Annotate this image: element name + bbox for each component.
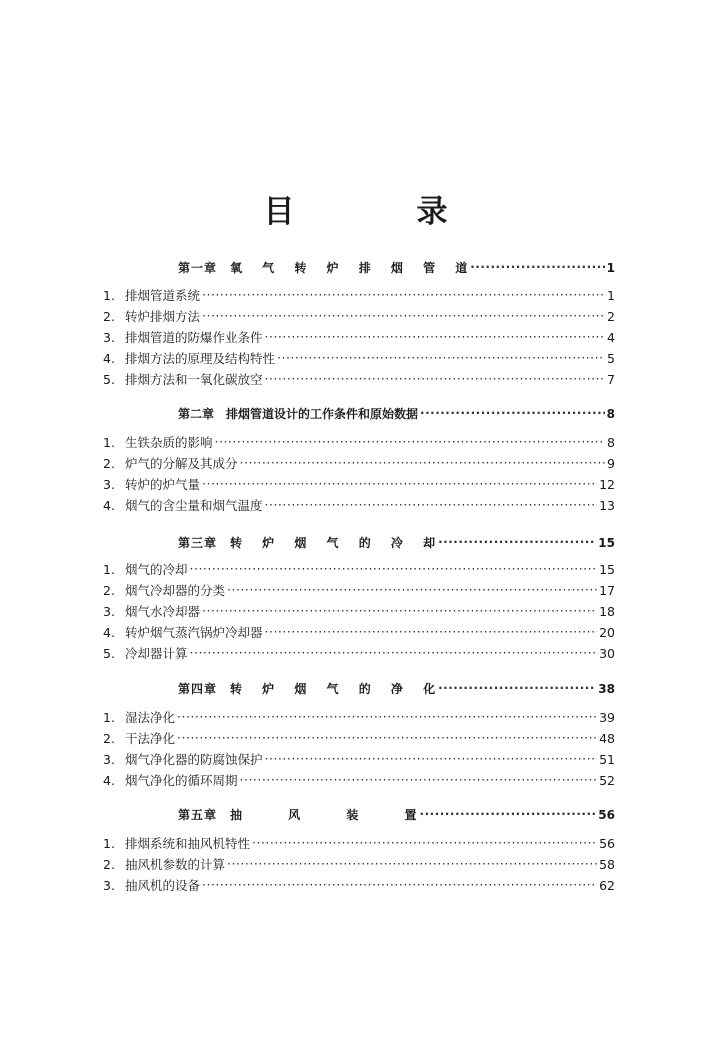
leader-dots bbox=[277, 351, 605, 366]
toc-item-number: 3. bbox=[103, 878, 115, 893]
toc-item[interactable] bbox=[103, 562, 615, 578]
toc-item-title: 排烟方法和一氧化碳放空 bbox=[125, 372, 263, 387]
leader-dots bbox=[438, 535, 596, 550]
toc-item-title: 烟气水冷却器 bbox=[125, 604, 201, 619]
toc-page-number: 18 bbox=[599, 604, 615, 619]
leader-dots bbox=[202, 288, 605, 303]
leader-dots bbox=[265, 330, 606, 345]
toc-item-title: 抽风机参数的计算 bbox=[125, 857, 226, 872]
toc-page-number: 30 bbox=[599, 646, 615, 661]
leader-dots bbox=[190, 562, 598, 577]
toc-item-number: 2. bbox=[103, 456, 115, 471]
toc-item[interactable] bbox=[103, 710, 615, 726]
leader-dots bbox=[438, 681, 596, 696]
leader-dots bbox=[420, 406, 605, 421]
leader-dots bbox=[227, 583, 597, 598]
toc-item-title: 炉气的分解及其成分 bbox=[125, 456, 238, 471]
toc-page-number: 13 bbox=[599, 498, 615, 513]
toc-item-title: 干法净化 bbox=[125, 731, 176, 746]
toc-item-title: 排烟方法的原理及结构特性 bbox=[125, 351, 276, 366]
toc-chapter-title: 第四章 转 炉 烟 气 的 净 化 bbox=[178, 682, 437, 696]
toc-page-number: 52 bbox=[599, 773, 615, 788]
toc-item[interactable] bbox=[103, 372, 615, 388]
toc-item[interactable] bbox=[103, 625, 615, 641]
toc-chapter-5[interactable] bbox=[178, 807, 615, 823]
toc-item-title: 排烟管道的防爆作业条件 bbox=[125, 330, 263, 345]
leader-dots bbox=[177, 731, 597, 746]
toc-page-number: 58 bbox=[599, 857, 615, 872]
leader-dots bbox=[202, 309, 605, 324]
toc-item[interactable] bbox=[103, 752, 615, 768]
toc-page-number: 17 bbox=[599, 583, 615, 598]
toc-page-number: 7 bbox=[607, 372, 615, 387]
toc-item-number: 4. bbox=[103, 625, 115, 640]
toc-item[interactable] bbox=[103, 878, 615, 894]
leader-dots bbox=[177, 710, 597, 725]
toc-item-title: 转炉烟气蒸汽锅炉冷却器 bbox=[125, 625, 263, 640]
toc-page-number: 15 bbox=[599, 562, 615, 577]
toc-page-number: 56 bbox=[598, 808, 615, 822]
toc-chapter-title: 第五章 抽 风 装 置 bbox=[178, 808, 418, 822]
toc-page-number: 51 bbox=[599, 752, 615, 767]
toc-item[interactable] bbox=[103, 477, 615, 493]
toc-item[interactable] bbox=[103, 857, 615, 873]
leader-dots bbox=[202, 604, 597, 619]
toc-item[interactable] bbox=[103, 330, 615, 346]
toc-item-title: 冷却器计算 bbox=[125, 646, 188, 661]
toc-item-title: 烟气的冷却 bbox=[125, 562, 188, 577]
toc-item-number: 3. bbox=[103, 330, 115, 345]
title-char-left: 目 bbox=[263, 194, 297, 230]
toc-item-title: 转炉排烟方法 bbox=[125, 309, 201, 324]
toc-item-title: 排烟管道系统 bbox=[125, 288, 201, 303]
toc-item-title: 排烟系统和抽风机特性 bbox=[125, 836, 251, 851]
toc-item[interactable] bbox=[103, 351, 615, 367]
toc-item-number: 2. bbox=[103, 731, 115, 746]
leader-dots bbox=[240, 456, 606, 471]
toc-item-number: 2. bbox=[103, 857, 115, 872]
leader-dots bbox=[190, 646, 598, 661]
toc-item[interactable] bbox=[103, 288, 615, 304]
toc-item-title: 转炉的炉气量 bbox=[125, 477, 201, 492]
leader-dots bbox=[202, 477, 597, 492]
toc-page-number: 2 bbox=[607, 309, 615, 324]
toc-item[interactable] bbox=[103, 456, 615, 472]
toc-item-title: 抽风机的设备 bbox=[125, 878, 201, 893]
toc-item-number: 2. bbox=[103, 309, 115, 324]
toc-item-number: 1. bbox=[103, 435, 115, 450]
toc-page-number: 1 bbox=[607, 288, 615, 303]
toc-item-number: 1. bbox=[103, 710, 115, 725]
toc-item-title: 湿法净化 bbox=[125, 710, 176, 725]
toc-item[interactable] bbox=[103, 773, 615, 789]
toc-item-number: 1. bbox=[103, 288, 115, 303]
leader-dots bbox=[252, 836, 597, 851]
toc-item-title: 生铁杂质的影响 bbox=[125, 435, 213, 450]
toc-item[interactable] bbox=[103, 604, 615, 620]
toc-page-number: 56 bbox=[599, 836, 615, 851]
toc-page-number: 9 bbox=[607, 456, 615, 471]
toc-page-number: 39 bbox=[599, 710, 615, 725]
toc-page-number: 38 bbox=[598, 682, 615, 696]
toc-item-number: 5. bbox=[103, 646, 115, 661]
leader-dots bbox=[265, 752, 598, 767]
leader-dots bbox=[240, 773, 598, 788]
title-char-right: 录 bbox=[416, 194, 450, 230]
toc-page-number: 1 bbox=[606, 261, 615, 275]
toc-item-number: 1. bbox=[103, 562, 115, 577]
toc-page-number: 62 bbox=[599, 878, 615, 893]
leader-dots bbox=[265, 498, 598, 513]
toc-item[interactable] bbox=[103, 583, 615, 599]
toc-page-number: 48 bbox=[599, 731, 615, 746]
page-title bbox=[0, 186, 713, 231]
toc-item-title: 烟气的含尘量和烟气温度 bbox=[125, 498, 263, 513]
toc-chapter-4[interactable] bbox=[178, 681, 615, 697]
toc-item-number: 5. bbox=[103, 372, 115, 387]
toc-item-number: 3. bbox=[103, 752, 115, 767]
toc-page-number: 5 bbox=[607, 351, 615, 366]
toc-item-title: 烟气净化器的防腐蚀保护 bbox=[125, 752, 263, 767]
toc-page-number: 4 bbox=[607, 330, 615, 345]
toc-page-number: 20 bbox=[599, 625, 615, 640]
toc-item-title: 烟气净化的循环周期 bbox=[125, 773, 238, 788]
toc-item-number: 1. bbox=[103, 836, 115, 851]
toc-page-number: 15 bbox=[598, 536, 615, 550]
leader-dots bbox=[215, 435, 606, 450]
toc-chapter-1[interactable] bbox=[178, 260, 615, 276]
toc-item-title: 烟气冷却器的分类 bbox=[125, 583, 226, 598]
toc-chapter-2[interactable] bbox=[178, 406, 615, 422]
toc-item-number: 3. bbox=[103, 604, 115, 619]
toc-chapter-title: 第三章 转 炉 烟 气 的 冷 却 bbox=[178, 536, 437, 550]
toc-page-number: 8 bbox=[606, 407, 615, 421]
toc-page-number: 12 bbox=[599, 477, 615, 492]
leader-dots bbox=[265, 372, 606, 387]
toc-item-number: 2. bbox=[103, 583, 115, 598]
leader-dots bbox=[227, 857, 597, 872]
leader-dots bbox=[420, 807, 597, 822]
toc-chapter-title: 第二章 排烟管道设计的工作条件和原始数据 bbox=[178, 407, 419, 421]
toc-item[interactable] bbox=[103, 836, 615, 852]
toc-item-number: 3. bbox=[103, 477, 115, 492]
toc-chapter-title: 第一章 氧 气 转 炉 排 烟 管 道 bbox=[178, 261, 469, 275]
toc-item[interactable] bbox=[103, 646, 615, 662]
toc-page-number: 8 bbox=[607, 435, 615, 450]
toc-item-number: 4. bbox=[103, 773, 115, 788]
toc-item-number: 4. bbox=[103, 351, 115, 366]
toc-chapter-3[interactable] bbox=[178, 535, 615, 551]
toc-item[interactable] bbox=[103, 309, 615, 325]
toc-item[interactable] bbox=[103, 498, 615, 514]
toc-item-number: 4. bbox=[103, 498, 115, 513]
leader-dots bbox=[470, 260, 604, 275]
leader-dots bbox=[202, 878, 597, 893]
toc-item[interactable] bbox=[103, 435, 615, 451]
leader-dots bbox=[265, 625, 598, 640]
toc-item[interactable] bbox=[103, 731, 615, 747]
